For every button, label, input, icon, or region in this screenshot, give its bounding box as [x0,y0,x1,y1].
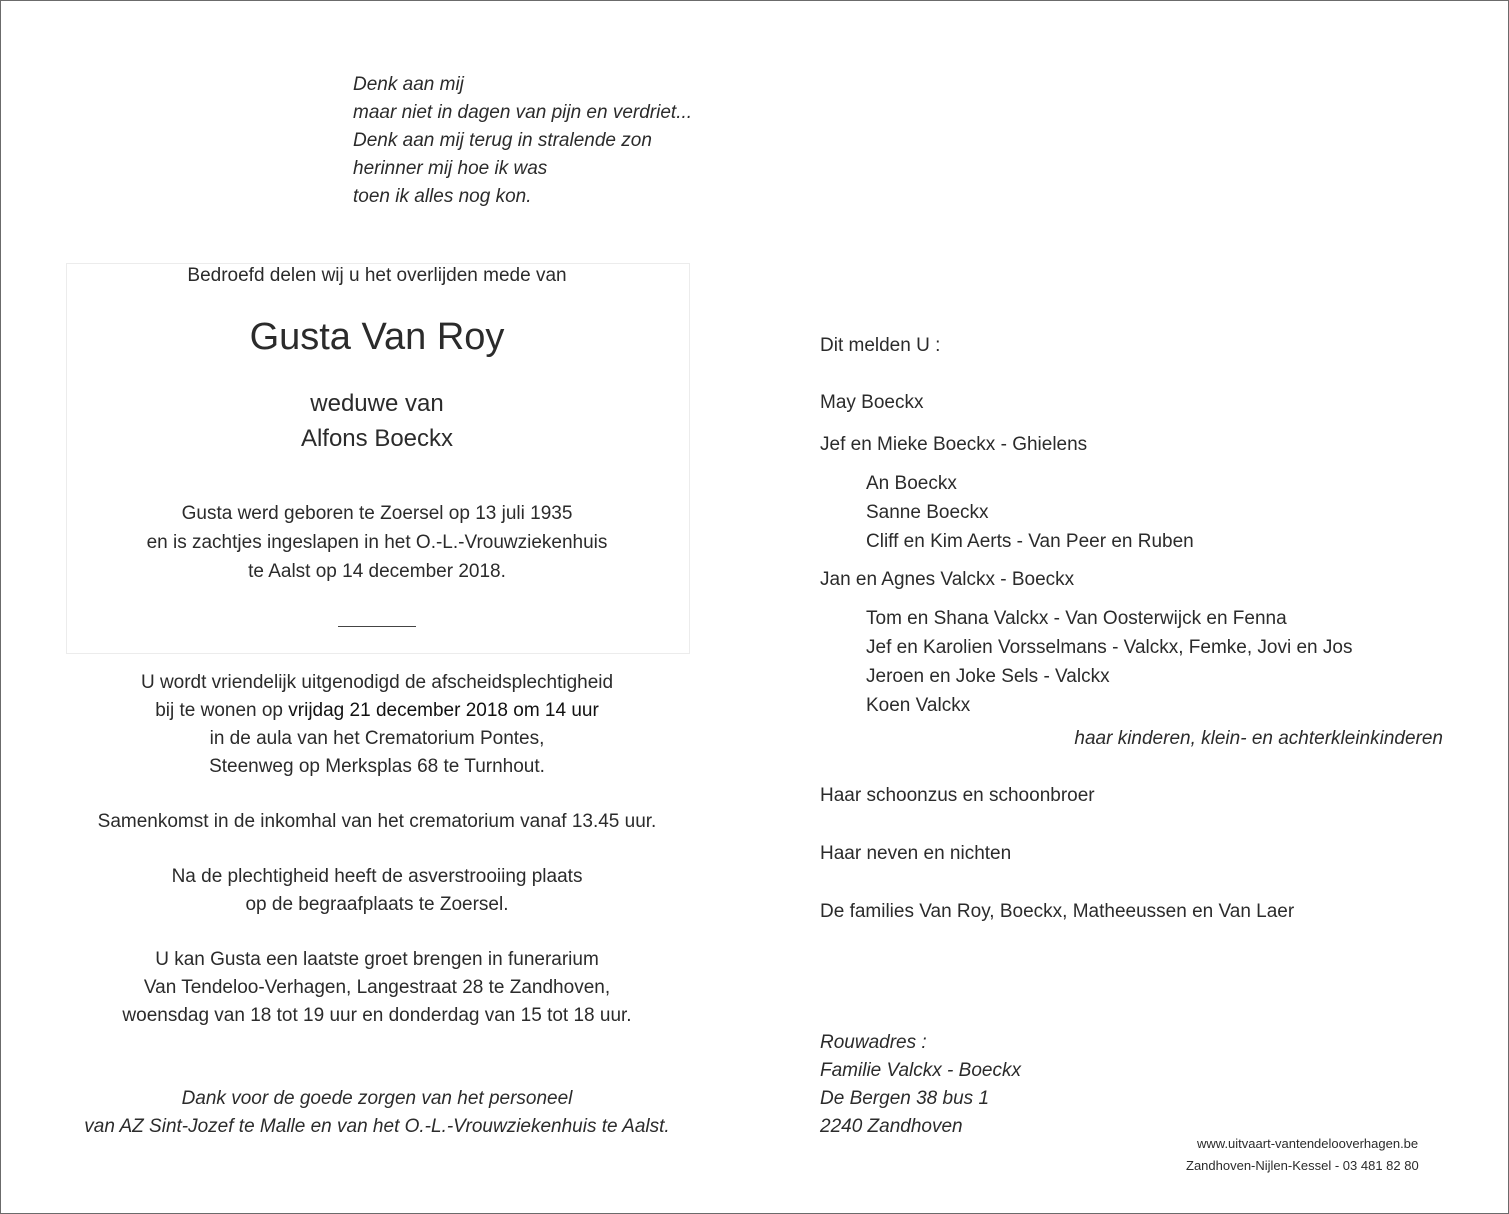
family-member: May Boeckx [820,392,924,413]
scattering-line: Na de plechtigheid heeft de asverstrooiing plaats [171,866,583,887]
ceremony-invitation [0,669,754,781]
widow-of-label: weduwe van [310,390,444,417]
family-member: Jef en Mieke Boeckx - Ghielens [820,434,1088,455]
address-label: Rouwadres : [820,1032,927,1053]
family-heading: Dit melden U : [820,335,941,356]
list-item: Cliff en Kim Aerts - Van Peer en Ruben [866,531,1194,552]
ceremony-line: U wordt vriendelijk uitgenodigd de afscheidsplechtigheid [140,672,614,693]
family-member: De families Van Roy, Boeckx, Matheeussen en Van Laer [820,901,1295,922]
deceased-name: Gusta Van Roy [249,316,505,358]
scattering-line: op de begraafplaats te Zoersel. [245,894,509,915]
family-member: Haar schoonzus en schoonbroer [820,785,1095,806]
thanks-line: van AZ Sint-Jozef te Malle en van het O.-L.-Vrouwziekenhuis te Aalst. [84,1116,670,1137]
birth-death-text [66,499,688,586]
scattering-text [0,863,754,919]
family-member: Jan en Agnes Valckx - Boeckx [820,569,1075,590]
list-item: Sanne Boeckx [866,502,989,523]
ceremony-line: in de aula van het Crematorium Pontes, [209,728,545,749]
poem-line: herinner mij hoe ik was [353,158,548,179]
poem-line: toen ik alles nog kon. [353,186,532,207]
separator-line [338,626,416,627]
ceremony-line: Steenweg op Merksplas 68 te Turnhout. [209,756,545,777]
grandchildren-list [866,604,1352,720]
grandchildren-list [866,469,1194,556]
children-caption: haar kinderen, klein- en achterkleinkinderen [1074,728,1443,749]
visitation-line: woensdag van 18 tot 19 uur en donderdag van 15 tot 18 uur. [122,1005,632,1026]
visitation-text [0,946,754,1030]
list-item: Koen Valckx [866,695,971,716]
gathering-text: Samenkomst in de inkomhal van het crematorium vanaf 13.45 uur. [97,811,657,832]
birth-death-line: en is zachtjes ingeslapen in het O.-L.-Vrouwziekenhuis [146,532,608,553]
address-line: 2240 Zandhoven [820,1116,963,1137]
contact-text: Zandhoven-Nijlen-Kessel - 03 481 82 80 [1186,1158,1419,1173]
visitation-line: Van Tendeloo-Verhagen, Langestraat 28 te Zandhoven, [143,977,611,998]
list-item: Tom en Shana Valckx - Van Oosterwijck en Fenna [866,608,1287,629]
list-item: An Boeckx [866,473,957,494]
address-line: De Bergen 38 bus 1 [820,1088,990,1109]
list-item: Jef en Karolien Vorsselmans - Valckx, Femke, Jovi en Jos [866,637,1353,658]
spouse-name: Alfons Boeckx [300,425,454,452]
visitation-line: U kan Gusta een laatste groet brengen in funerarium [155,949,599,970]
website-text: www.uitvaart-vantendelooverhagen.be [1197,1136,1419,1151]
poem-line: maar niet in dagen van pijn en verdriet... [353,102,693,123]
ceremony-date-time: vrijdag 21 december 2018 om 14 uur [288,700,599,721]
list-item: Jeroen en Joke Sels - Valckx [866,666,1110,687]
poem-line: Denk aan mij [353,74,464,95]
thanks-line: Dank voor de goede zorgen van het personeel [181,1088,573,1109]
birth-death-line: Gusta werd geboren te Zoersel op 13 juli 1935 [181,503,573,524]
family-member: Haar neven en nichten [820,843,1012,864]
poem-line: Denk aan mij terug in stralende zon [353,130,652,151]
mourning-address [820,1029,1021,1141]
birth-death-line: te Aalst op 14 december 2018. [248,561,506,582]
poem [353,71,692,211]
ceremony-line [0,697,754,725]
intro-text: Bedroefd delen wij u het overlijden mede van [187,265,567,286]
ceremony-prefix: bij te wonen op [155,700,289,721]
thanks-text [0,1085,754,1141]
address-line: Familie Valckx - Boeckx [820,1060,1021,1081]
